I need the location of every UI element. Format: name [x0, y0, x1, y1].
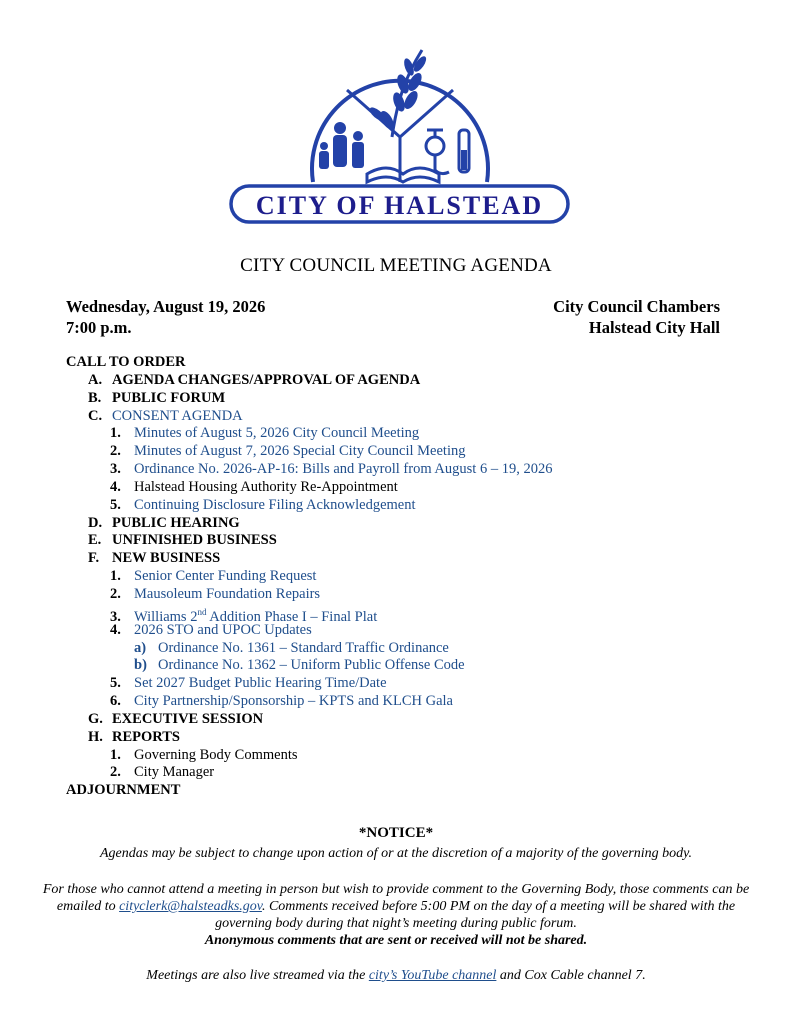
lab-equipment-icon: [426, 130, 469, 174]
consent-item-2[interactable]: 2. Minutes of August 7, 2026 Special City Council Meeting: [110, 443, 466, 460]
clerk-email-link[interactable]: cityclerk@halsteadks.gov: [119, 899, 262, 914]
page-title: CITY COUNCIL MEETING AGENDA: [240, 255, 552, 276]
meeting-location: [553, 296, 720, 338]
location-line-1: City Council Chambers: [553, 297, 720, 316]
meeting-date-time: [66, 296, 265, 338]
reports-item-2: 2. City Manager: [110, 764, 215, 781]
new-business-item-4[interactable]: 4. 2026 STO and UPOC Updates: [110, 621, 312, 638]
ordinance-item-a[interactable]: a) Ordinance No. 1361 – Standard Traffic Ordinance: [134, 639, 449, 656]
notice-comments-paragraph: For those who cannot attend a meeting in person but wish to provide comment to the Governing Body, those comments can be emailed to cityclerk@halsteadks.gov. Comments received before 5:00 PM on the day of a meeting will be shared with the governing body during that night’s meeting during public forum. Anonymous comments that are sent or received will not be shared.: [42, 882, 750, 948]
consent-item-5[interactable]: 5. Continuing Disclosure Filing Acknowledgement: [110, 496, 416, 513]
consent-item-1[interactable]: 1. Minutes of August 5, 2026 City Council Meeting: [110, 425, 420, 442]
agenda-item-a: A. AGENDA CHANGES/APPROVAL OF AGENDA: [88, 371, 421, 388]
agenda-item-d: D. PUBLIC HEARING: [88, 514, 240, 531]
agenda-list: [66, 354, 746, 800]
location-line-2: Halstead City Hall: [588, 318, 720, 337]
agenda-item-c[interactable]: C. CONSENT AGENDA: [88, 407, 243, 424]
ordinance-item-b[interactable]: b) Ordinance No. 1362 – Uniform Public Offense Code: [134, 657, 465, 674]
consent-item-4: 4. Halstead Housing Authority Re-Appointment: [110, 478, 398, 495]
anonymous-comments-notice: Anonymous comments that are sent or received will not be shared.: [204, 933, 588, 948]
adjournment: ADJOURNMENT: [66, 782, 181, 799]
agenda-item-h: H. REPORTS: [88, 728, 180, 745]
agenda-item-g: G. EXECUTIVE SESSION: [88, 710, 264, 727]
meeting-date: Wednesday, August 19, 2026: [66, 297, 266, 316]
new-business-item-3[interactable]: 3. Williams 2nd Addition Phase I – Final Plat: [110, 606, 378, 625]
agenda-item-b: B. PUBLIC FORUM: [88, 389, 226, 406]
livestream-notice: Meetings are also live streamed via the city’s YouTube channel and Cox Cable channel 7.: [146, 968, 646, 983]
wheat-icon: [368, 50, 429, 137]
logo-city-name: CITY OF HALSTEAD: [255, 191, 544, 220]
meeting-time: 7:00 p.m.: [66, 318, 132, 337]
book-icon: [367, 168, 439, 182]
youtube-channel-link[interactable]: city’s YouTube channel: [368, 968, 497, 983]
new-business-item-5[interactable]: 5. Set 2027 Budget Public Hearing Time/Date: [110, 675, 387, 692]
notice-line-1: Agendas may be subject to change upon action of or at the discretion of a majority of the governing body.: [99, 846, 693, 861]
city-of-halstead-logo: [227, 42, 572, 227]
new-business-item-1[interactable]: 1. Senior Center Funding Request: [110, 568, 317, 585]
agenda-item-e: E. UNFINISHED BUSINESS: [88, 532, 277, 549]
call-to-order: CALL TO ORDER: [66, 354, 186, 370]
new-business-item-2[interactable]: 2. Mausoleum Foundation Repairs: [110, 585, 321, 602]
family-figures-icon: [319, 122, 364, 169]
agenda-item-f: F. NEW BUSINESS: [88, 550, 221, 567]
new-business-item-6[interactable]: 6. City Partnership/Sponsorship – KPTS and KLCH Gala: [110, 693, 453, 710]
consent-item-3[interactable]: 3. Ordinance No. 2026-AP-16: Bills and Payroll from August 6 – 19, 2026: [110, 461, 553, 478]
reports-item-1: 1. Governing Body Comments: [110, 746, 298, 763]
notice-heading: *NOTICE*: [358, 825, 434, 841]
